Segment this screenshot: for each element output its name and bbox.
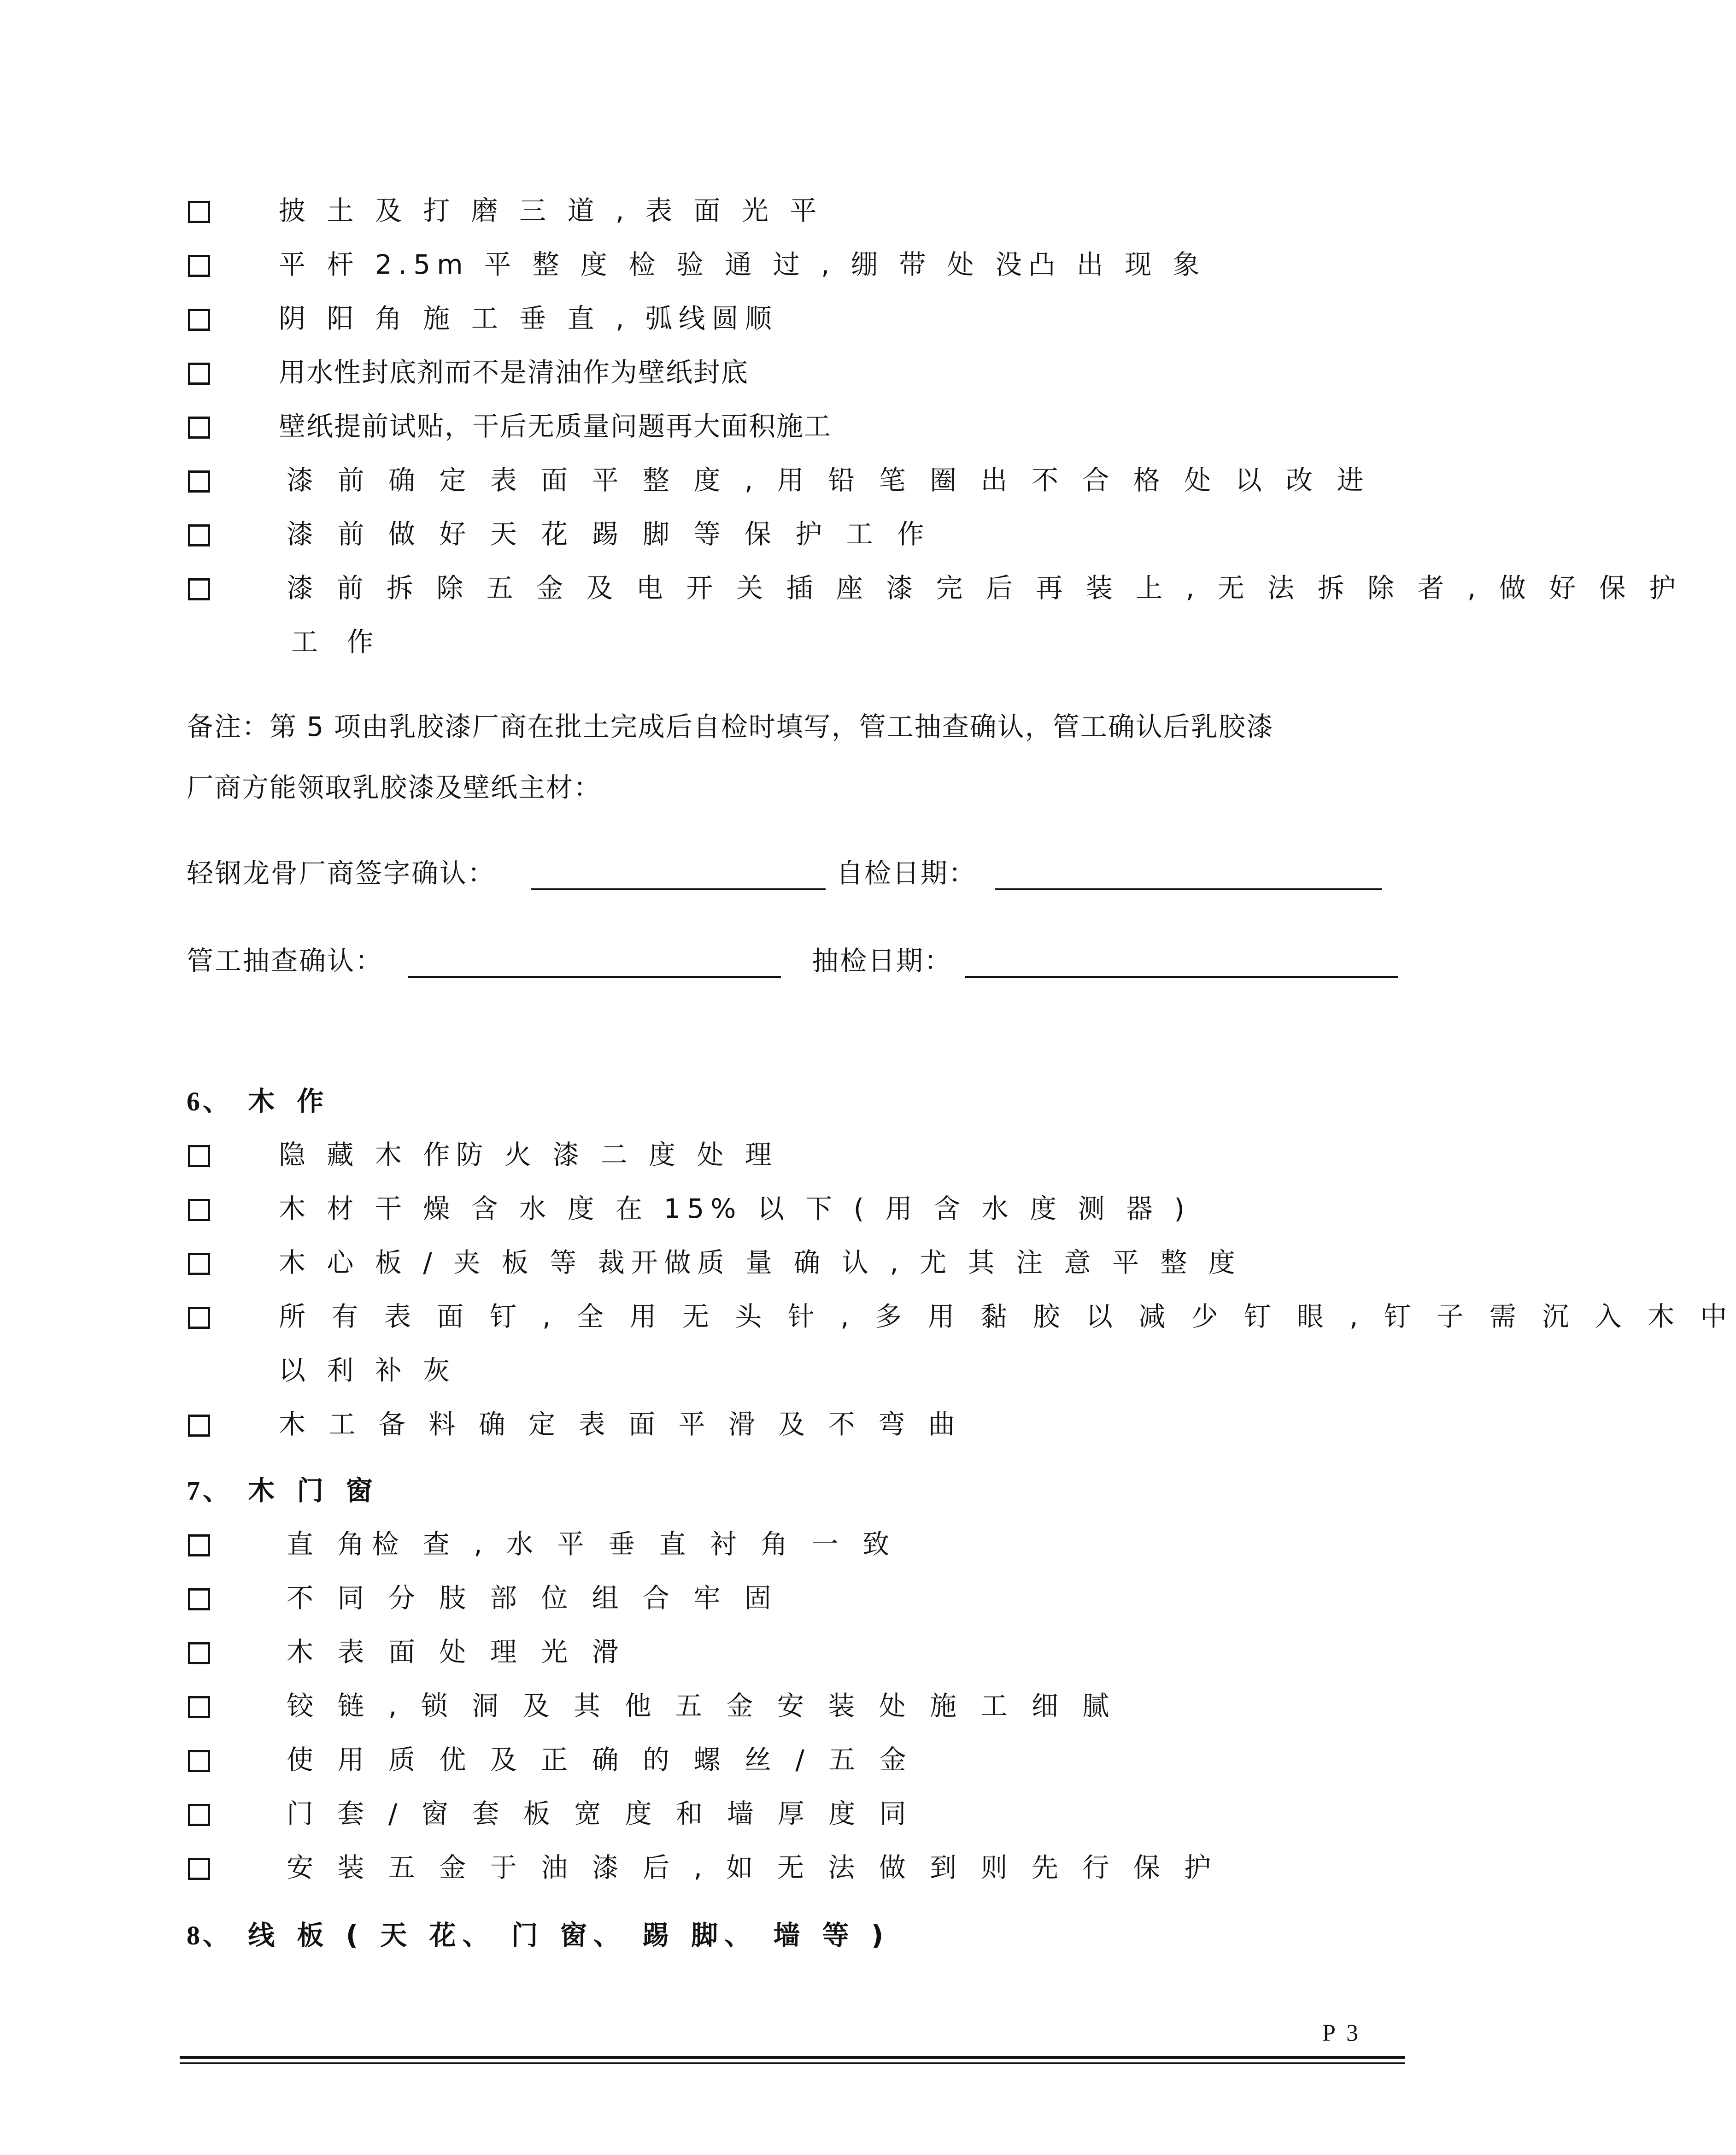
checkbox[interactable]	[188, 1253, 210, 1275]
checklist-item-text: 安 装 五 金 于 油 漆 后 , 如 无 法 做 到 则 先 行 保 护	[287, 1852, 1219, 1883]
checklist-item-text: 木 表 面 处 理 光 滑	[287, 1636, 627, 1668]
checklist-item-text: 披 土 及 打 磨 三 道 , 表 面 光 平	[279, 195, 823, 226]
supervisor-signature-line[interactable]	[408, 976, 781, 978]
checklist-item-text: 壁纸提前试贴，干后无质量问题再大面积施工	[279, 411, 832, 442]
spot-check-date-label: 抽检日期：	[812, 945, 953, 976]
self-check-date-line[interactable]	[995, 888, 1382, 890]
checklist-item-text: 木 心 板 / 夹 板 等 裁开做质 量 确 认 , 尤 其 注 意 平 整 度	[279, 1247, 1242, 1278]
section-heading-8	[187, 1914, 890, 1956]
spot-check-date-line[interactable]	[965, 976, 1398, 978]
checklist-item-text: 木 工 备 料 确 定 表 面 平 滑 及 不 弯 曲	[279, 1409, 962, 1440]
checkbox[interactable]	[188, 255, 210, 277]
section-number: 6、	[187, 1086, 233, 1116]
checklist-item-continuation: 工 作	[291, 626, 384, 658]
checkbox[interactable]	[188, 524, 210, 546]
checkbox[interactable]	[188, 1858, 210, 1880]
checklist-item-text: 门 套 / 窗 套 板 宽 度 和 墙 厚 度 同	[287, 1798, 914, 1829]
checkbox[interactable]	[188, 1642, 210, 1664]
checkbox[interactable]	[188, 201, 210, 223]
section-number: 8、	[187, 1920, 233, 1950]
checklist-item-text: 漆 前 拆 除 五 金 及 电 开 关 插 座 漆 完 后 再 装 上 , 无 法 拆 除 者 , 做 好 保 护	[287, 572, 1683, 604]
checkbox[interactable]	[188, 1588, 210, 1610]
checkbox[interactable]	[188, 470, 210, 493]
section-number: 7、	[187, 1476, 233, 1506]
checklist-item-continuation: 以 利 补 灰	[279, 1355, 457, 1386]
checkbox[interactable]	[188, 1750, 210, 1772]
section-title: 线 板 ( 天 花、 门 窗、 踢 脚、 墙 等 )	[248, 1920, 890, 1951]
section-heading-7	[187, 1470, 379, 1512]
checklist-item-text: 用水性封底剂而不是清油作为壁纸封底	[279, 357, 749, 388]
checklist-item-text: 直 角检 查 , 水 平 垂 直 衬 角 一 致	[287, 1528, 897, 1560]
checklist-item-text: 所 有 表 面 钉 , 全 用 无 头 针 , 多 用 黏 胶 以 减 少 钉 眼 , 钉 子 需 沉 入 木 中	[279, 1301, 1736, 1332]
checkbox[interactable]	[188, 363, 210, 385]
section-title: 木 门 窗	[248, 1475, 379, 1506]
checklist-item-text: 阴 阳 角 施 工 垂 直 , 弧线圆顺	[279, 303, 778, 334]
section-title: 木 作	[248, 1086, 330, 1117]
supervisor-check-label: 管工抽查确认：	[187, 945, 384, 976]
self-check-date-label: 自检日期：	[836, 857, 977, 889]
checkbox[interactable]	[188, 1696, 210, 1718]
checklist-item-text: 隐 藏 木 作防 火 漆 二 度 处 理	[279, 1139, 778, 1170]
checkbox[interactable]	[188, 1804, 210, 1826]
checklist-item-text: 漆 前 确 定 表 面 平 整 度 , 用 铅 笔 圈 出 不 合 格 处 以 改 进	[287, 464, 1372, 496]
checkbox[interactable]	[188, 1415, 210, 1437]
checkbox[interactable]	[188, 417, 210, 439]
checkbox[interactable]	[188, 309, 210, 331]
checkbox[interactable]	[188, 1534, 210, 1556]
checklist-item-text: 木 材 干 燥 含 水 度 在 15% 以 下 ( 用 含 水 度 测 器 )	[279, 1193, 1191, 1224]
footer-rule	[180, 2056, 1405, 2059]
note-line-2: 厂商方能领取乳胶漆及壁纸主材：	[187, 772, 602, 803]
checkbox[interactable]	[188, 578, 210, 600]
footer-rule-thin	[180, 2062, 1405, 2064]
checklist-item-text: 铰 链 , 锁 洞 及 其 他 五 金 安 装 处 施 工 细 腻	[287, 1690, 1117, 1721]
checklist-item-text: 漆 前 做 好 天 花 踢 脚 等 保 护 工 作	[287, 518, 932, 550]
vendor-sign-label: 轻钢龙骨厂商签字确认：	[187, 857, 496, 889]
checkbox[interactable]	[188, 1145, 210, 1167]
vendor-signature-line[interactable]	[531, 888, 826, 890]
checklist-item-text: 使 用 质 优 及 正 确 的 螺 丝 / 五 金	[287, 1744, 914, 1775]
checklist-item-text: 不 同 分 肢 部 位 组 合 牢 固	[287, 1582, 779, 1614]
checklist-item-text: 平 杆 2.5m 平 整 度 检 验 通 过 , 绷 带 处 没凸 出 现 象	[279, 249, 1206, 280]
checkbox[interactable]	[188, 1307, 210, 1329]
section-heading-6	[187, 1080, 330, 1122]
note-line-1: 备注：第 5 项由乳胶漆厂商在批土完成后自检时填写，管工抽查确认，管工确认后乳胶漆	[187, 711, 1274, 742]
page-number: P 3	[1322, 2020, 1361, 2046]
checkbox[interactable]	[188, 1199, 210, 1221]
